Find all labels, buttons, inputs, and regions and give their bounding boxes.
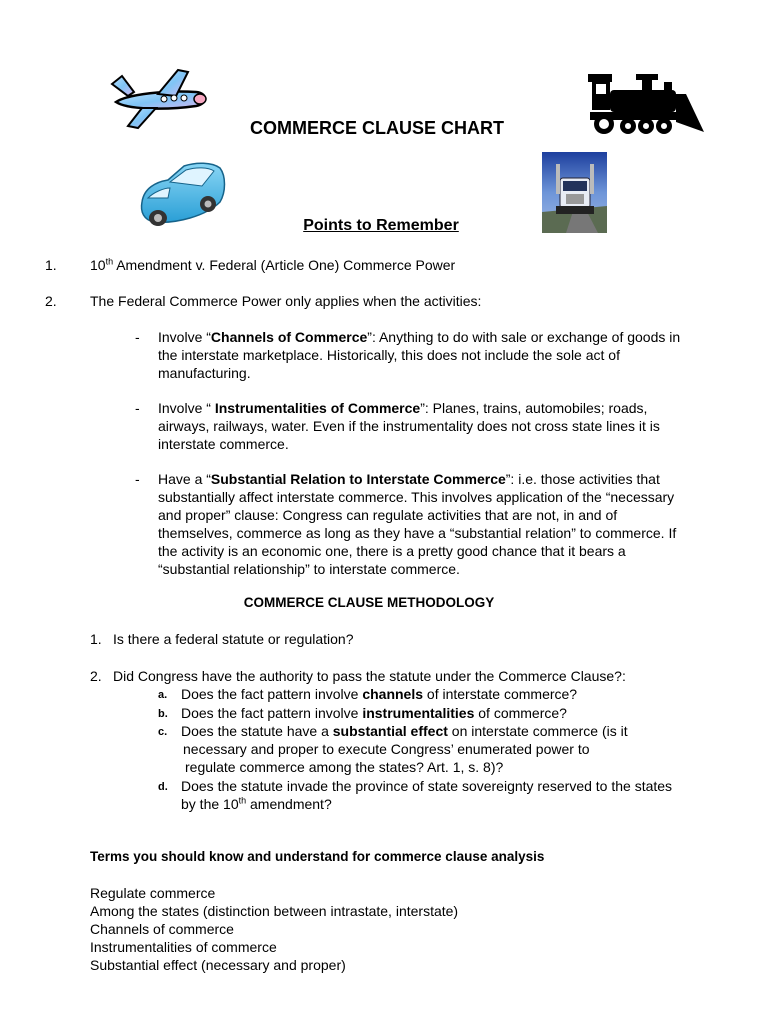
point-1-text: 10th Amendment v. Federal (Article One) Commerce Power bbox=[90, 256, 456, 273]
term-item: Regulate commerce bbox=[90, 885, 216, 901]
term-item: Among the states (distinction between intrastate, interstate) bbox=[90, 903, 459, 919]
term-item: Channels of commerce bbox=[90, 921, 234, 937]
method-q1-text: Is there a federal statute or regulation? bbox=[113, 631, 354, 647]
sub-question-sovereignty: Does the statute invade the province of state sovereignty reserved to the states by the 10th amendment? bbox=[181, 778, 673, 812]
bullet-channels: Involve “Channels of Commerce”: Anything to do with sale or exchange of goods in the interstate marketplace. Historically, this does not include the sole act of manufacturing. bbox=[158, 329, 681, 381]
bullet-dash: - bbox=[135, 400, 140, 416]
term-item: Substantial effect (necessary and proper) bbox=[90, 957, 346, 973]
sub-question-instrumentalities: Does the fact pattern involve instrumentalities of commerce? bbox=[181, 705, 567, 721]
point-2-text: The Federal Commerce Power only applies when the activities: bbox=[90, 293, 482, 309]
point-1-number: 1. bbox=[45, 257, 57, 273]
sub-letter: a. bbox=[158, 689, 168, 701]
sub-question-substantial-effect: Does the statute have a substantial effect on interstate commerce (is it necessary and proper to execute Congress’ enumerated power to regulate commerce among the states? Art. 1, s. 8)? bbox=[181, 723, 628, 775]
bullet-instrumentalities: Involve “ Instrumentalities of Commerce”: Planes, trains, automobiles; roads, airways, railways, water. Even if the instrumentality does not cross state lines it is interstate commerce. bbox=[158, 400, 660, 452]
bullet-dash: - bbox=[135, 329, 140, 345]
sub-question-channels: Does the fact pattern involve channels of interstate commerce? bbox=[181, 686, 578, 702]
method-q1-number: 1. bbox=[90, 631, 102, 647]
point-2-number: 2. bbox=[45, 293, 57, 309]
sub-letter: d. bbox=[158, 781, 168, 793]
method-q2-text: Did Congress have the authority to pass the statute under the Commerce Clause?: bbox=[113, 668, 626, 684]
bullet-substantial-relation: Have a “Substantial Relation to Interstate Commerce”: i.e. those activities that substantially affect interstate commerce. This involves application of the “necessary and proper” clause: Congress can regulate activities that are not, in and of themselves, commerce as long as they have a “substantial relation” to commerce. If the activity is an economic one, there is a pretty good chance that it bears a “substantial relationship” to interstate commerce. bbox=[158, 471, 677, 577]
sub-letter: b. bbox=[158, 708, 168, 720]
terms-heading: Terms you should know and understand for commerce clause analysis bbox=[90, 849, 545, 864]
sub-letter: c. bbox=[158, 726, 168, 738]
method-q2-number: 2. bbox=[90, 668, 102, 684]
page-title: COMMERCE CLAUSE CHART bbox=[250, 118, 504, 138]
bullet-dash: - bbox=[135, 471, 140, 487]
methodology-heading: COMMERCE CLAUSE METHODOLOGY bbox=[243, 595, 495, 610]
page-subtitle: Points to Remember bbox=[303, 217, 459, 234]
term-item: Instrumentalities of commerce bbox=[90, 939, 277, 955]
